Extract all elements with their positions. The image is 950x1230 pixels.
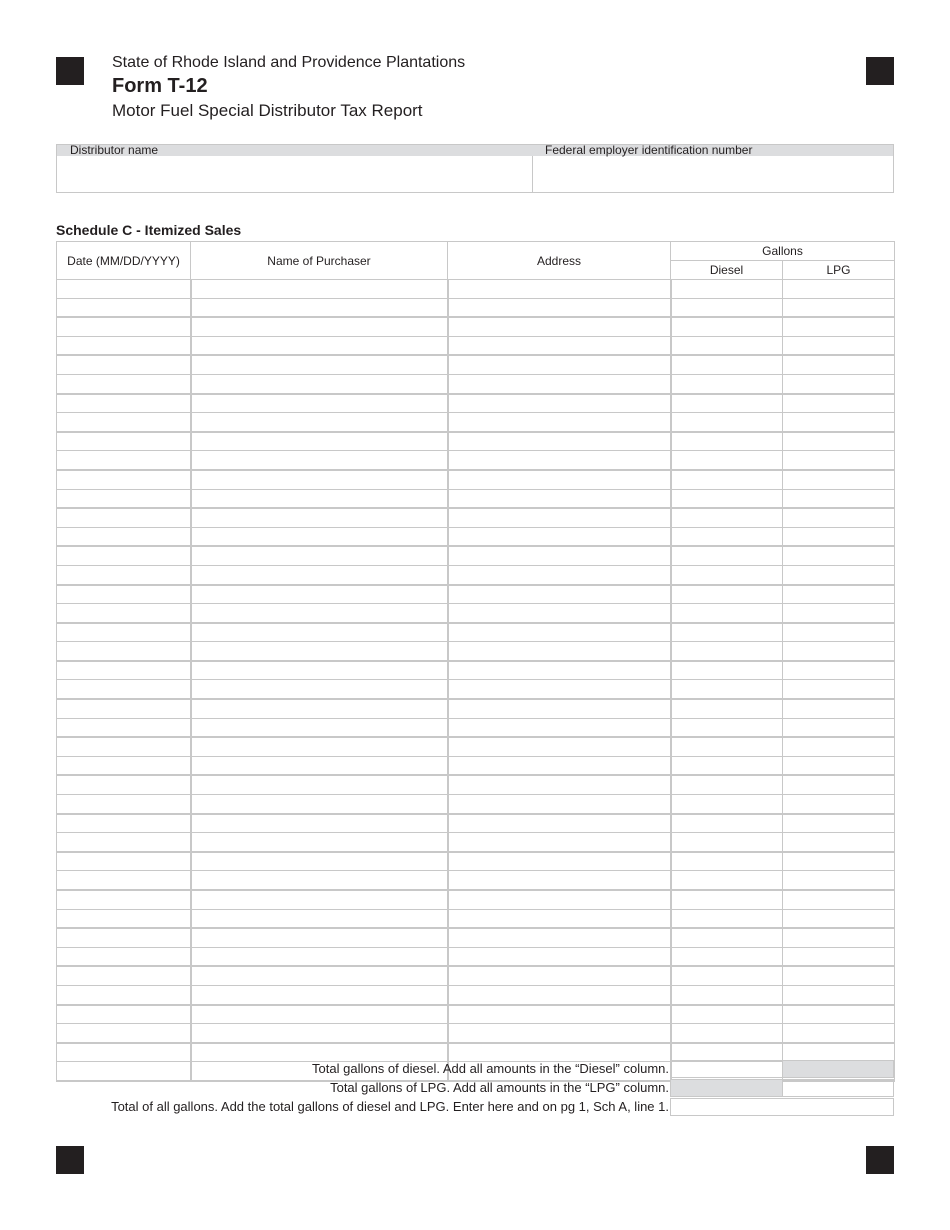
cell-date[interactable] xyxy=(57,737,191,756)
cell-lpg[interactable] xyxy=(783,336,895,355)
cell-lpg[interactable] xyxy=(783,661,895,680)
cell-address[interactable] xyxy=(448,795,671,814)
cell-purchaser[interactable] xyxy=(191,718,448,737)
cell-address[interactable] xyxy=(448,527,671,546)
cell-diesel[interactable] xyxy=(671,489,783,508)
cell-purchaser[interactable] xyxy=(191,394,448,413)
cell-purchaser[interactable] xyxy=(191,280,448,299)
cell-lpg[interactable] xyxy=(783,814,895,833)
cell-diesel[interactable] xyxy=(671,966,783,985)
cell-diesel[interactable] xyxy=(671,585,783,604)
cell-diesel[interactable] xyxy=(671,527,783,546)
table-row xyxy=(57,1005,895,1024)
cell-date[interactable] xyxy=(57,1024,191,1043)
cell-diesel[interactable] xyxy=(671,317,783,336)
cell-diesel[interactable] xyxy=(671,661,783,680)
cell-address[interactable] xyxy=(448,280,671,299)
cell-purchaser[interactable] xyxy=(191,680,448,699)
cell-date[interactable] xyxy=(57,871,191,890)
cell-diesel[interactable] xyxy=(671,565,783,584)
cell-purchaser[interactable] xyxy=(191,661,448,680)
cell-lpg[interactable] xyxy=(783,298,895,317)
cell-address[interactable] xyxy=(448,966,671,985)
cell-address[interactable] xyxy=(448,737,671,756)
table-row xyxy=(57,470,895,489)
table-row xyxy=(57,756,895,775)
form-title: Motor Fuel Special Distributor Tax Report xyxy=(112,101,423,120)
cell-address[interactable] xyxy=(448,1024,671,1043)
cell-date[interactable] xyxy=(57,775,191,794)
table-row xyxy=(57,1024,895,1043)
table-row xyxy=(57,814,895,833)
cell-diesel[interactable] xyxy=(671,718,783,737)
table-row xyxy=(57,336,895,355)
cell-date[interactable] xyxy=(57,909,191,928)
distributor-name-label: Distributor name xyxy=(70,143,159,157)
cell-address[interactable] xyxy=(448,604,671,623)
cell-lpg[interactable] xyxy=(783,871,895,890)
table-row xyxy=(57,890,895,909)
table-row xyxy=(57,394,895,413)
cell-date[interactable] xyxy=(57,280,191,299)
cell-purchaser[interactable] xyxy=(191,833,448,852)
cell-lpg[interactable] xyxy=(783,527,895,546)
cell-purchaser[interactable] xyxy=(191,985,448,1004)
table-row xyxy=(57,642,895,661)
cell-diesel[interactable] xyxy=(671,680,783,699)
cell-address[interactable] xyxy=(448,947,671,966)
cell-diesel[interactable] xyxy=(671,852,783,871)
cell-purchaser[interactable] xyxy=(191,909,448,928)
table-row xyxy=(57,718,895,737)
cell-address[interactable] xyxy=(448,928,671,947)
cell-date[interactable] xyxy=(57,585,191,604)
cell-lpg[interactable] xyxy=(783,775,895,794)
cell-diesel[interactable] xyxy=(671,508,783,527)
cell-purchaser[interactable] xyxy=(191,966,448,985)
cell-diesel[interactable] xyxy=(671,699,783,718)
cell-date[interactable] xyxy=(57,1005,191,1024)
table-row xyxy=(57,604,895,623)
cell-date[interactable] xyxy=(57,623,191,642)
registration-mark-bottom-right xyxy=(866,1146,894,1174)
cell-date[interactable] xyxy=(57,432,191,451)
cell-purchaser[interactable] xyxy=(191,928,448,947)
cell-address[interactable] xyxy=(448,623,671,642)
cell-diesel[interactable] xyxy=(671,947,783,966)
cell-date[interactable] xyxy=(57,795,191,814)
table-row xyxy=(57,985,895,1004)
cell-date[interactable] xyxy=(57,928,191,947)
cell-lpg[interactable] xyxy=(783,642,895,661)
cell-diesel[interactable] xyxy=(671,833,783,852)
cell-diesel[interactable] xyxy=(671,795,783,814)
label-band xyxy=(57,145,893,156)
cell-purchaser[interactable] xyxy=(191,1005,448,1024)
cell-purchaser[interactable] xyxy=(191,432,448,451)
cell-address[interactable] xyxy=(448,336,671,355)
cell-address[interactable] xyxy=(448,814,671,833)
cell-diesel[interactable] xyxy=(671,1043,783,1062)
cell-date[interactable] xyxy=(57,966,191,985)
cell-lpg[interactable] xyxy=(783,985,895,1004)
cell-lpg[interactable] xyxy=(783,1043,895,1062)
cell-purchaser[interactable] xyxy=(191,795,448,814)
cell-lpg[interactable] xyxy=(783,546,895,565)
cell-lpg[interactable] xyxy=(783,394,895,413)
table-row xyxy=(57,508,895,527)
cell-date[interactable] xyxy=(57,890,191,909)
cell-address[interactable] xyxy=(448,470,671,489)
cell-lpg[interactable] xyxy=(783,909,895,928)
cell-lpg[interactable] xyxy=(783,280,895,299)
cell-purchaser[interactable] xyxy=(191,489,448,508)
table-row xyxy=(57,374,895,393)
table-row xyxy=(57,451,895,470)
cell-address[interactable] xyxy=(448,317,671,336)
total-diesel-field[interactable] xyxy=(670,1060,783,1078)
cell-lpg[interactable] xyxy=(783,833,895,852)
table-row xyxy=(57,355,895,374)
col-gallons: Gallons xyxy=(671,242,895,261)
cell-lpg[interactable] xyxy=(783,737,895,756)
cell-lpg[interactable] xyxy=(783,1024,895,1043)
col-lpg: LPG xyxy=(783,261,895,280)
table-row xyxy=(57,413,895,432)
cell-address[interactable] xyxy=(448,985,671,1004)
table-row xyxy=(57,661,895,680)
total-lpg-field[interactable] xyxy=(782,1079,894,1097)
col-date: Date (MM/DD/YYYY) xyxy=(57,242,191,280)
registration-mark-top-left xyxy=(56,57,84,85)
cell-date[interactable] xyxy=(57,1043,191,1062)
cell-address[interactable] xyxy=(448,680,671,699)
cell-purchaser[interactable] xyxy=(191,756,448,775)
cell-purchaser[interactable] xyxy=(191,374,448,393)
cell-date[interactable] xyxy=(57,546,191,565)
table-row xyxy=(57,909,895,928)
cell-diesel[interactable] xyxy=(671,1024,783,1043)
cell-lpg[interactable] xyxy=(783,451,895,470)
cell-address[interactable] xyxy=(448,756,671,775)
cell-purchaser[interactable] xyxy=(191,890,448,909)
table-row xyxy=(57,546,895,565)
cell-lpg[interactable] xyxy=(783,852,895,871)
cell-date[interactable] xyxy=(57,756,191,775)
cell-date[interactable] xyxy=(57,565,191,584)
cell-date[interactable] xyxy=(57,470,191,489)
cell-address[interactable] xyxy=(448,413,671,432)
cell-purchaser[interactable] xyxy=(191,355,448,374)
table-row xyxy=(57,432,895,451)
cell-purchaser[interactable] xyxy=(191,451,448,470)
cell-address[interactable] xyxy=(448,890,671,909)
table-row xyxy=(57,871,895,890)
cell-diesel[interactable] xyxy=(671,775,783,794)
cell-date[interactable] xyxy=(57,718,191,737)
cell-date[interactable] xyxy=(57,833,191,852)
cell-address[interactable] xyxy=(448,565,671,584)
table-row xyxy=(57,775,895,794)
cell-lpg[interactable] xyxy=(783,699,895,718)
cell-lpg[interactable] xyxy=(783,680,895,699)
cell-purchaser[interactable] xyxy=(191,871,448,890)
cell-lpg[interactable] xyxy=(783,966,895,985)
cell-address[interactable] xyxy=(448,909,671,928)
cell-date[interactable] xyxy=(57,985,191,1004)
table-row xyxy=(57,680,895,699)
cell-date[interactable] xyxy=(57,298,191,317)
cell-purchaser[interactable] xyxy=(191,470,448,489)
cell-address[interactable] xyxy=(448,699,671,718)
cell-address[interactable] xyxy=(448,489,671,508)
cell-lpg[interactable] xyxy=(783,947,895,966)
cell-lpg[interactable] xyxy=(783,604,895,623)
total-all-field[interactable] xyxy=(670,1098,894,1116)
cell-lpg[interactable] xyxy=(783,585,895,604)
cell-diesel[interactable] xyxy=(671,756,783,775)
registration-mark-bottom-left xyxy=(56,1146,84,1174)
cell-date[interactable] xyxy=(57,527,191,546)
total-lpg-shaded-cell xyxy=(670,1079,783,1097)
cell-diesel[interactable] xyxy=(671,604,783,623)
distributor-name-field[interactable] xyxy=(57,157,532,191)
cell-purchaser[interactable] xyxy=(191,642,448,661)
table-row xyxy=(57,852,895,871)
cell-diesel[interactable] xyxy=(671,451,783,470)
cell-lpg[interactable] xyxy=(783,432,895,451)
cell-purchaser[interactable] xyxy=(191,298,448,317)
cell-date[interactable] xyxy=(57,642,191,661)
cell-lpg[interactable] xyxy=(783,565,895,584)
cell-purchaser[interactable] xyxy=(191,947,448,966)
cell-date[interactable] xyxy=(57,413,191,432)
cell-date[interactable] xyxy=(57,336,191,355)
cell-diesel[interactable] xyxy=(671,355,783,374)
cell-date[interactable] xyxy=(57,1062,191,1081)
cell-address[interactable] xyxy=(448,661,671,680)
form-number: Form T-12 xyxy=(112,75,208,97)
fein-field[interactable] xyxy=(533,157,893,191)
cell-address[interactable] xyxy=(448,775,671,794)
cell-lpg[interactable] xyxy=(783,355,895,374)
cell-diesel[interactable] xyxy=(671,1005,783,1024)
cell-lpg[interactable] xyxy=(783,374,895,393)
cell-purchaser[interactable] xyxy=(191,775,448,794)
table-row xyxy=(57,699,895,718)
cell-purchaser[interactable] xyxy=(191,565,448,584)
cell-address[interactable] xyxy=(448,642,671,661)
cell-address[interactable] xyxy=(448,833,671,852)
table-row xyxy=(57,966,895,985)
cell-date[interactable] xyxy=(57,814,191,833)
cell-lpg[interactable] xyxy=(783,756,895,775)
registration-mark-top-right xyxy=(866,57,894,85)
table-row xyxy=(57,795,895,814)
table-row xyxy=(57,298,895,317)
cell-lpg[interactable] xyxy=(783,795,895,814)
cell-date[interactable] xyxy=(57,374,191,393)
cell-address[interactable] xyxy=(448,852,671,871)
table-row xyxy=(57,623,895,642)
cell-date[interactable] xyxy=(57,508,191,527)
cell-lpg[interactable] xyxy=(783,623,895,642)
table-row xyxy=(57,737,895,756)
cell-date[interactable] xyxy=(57,355,191,374)
cell-purchaser[interactable] xyxy=(191,737,448,756)
cell-diesel[interactable] xyxy=(671,298,783,317)
cell-address[interactable] xyxy=(448,374,671,393)
cell-lpg[interactable] xyxy=(783,718,895,737)
cell-date[interactable] xyxy=(57,852,191,871)
cell-diesel[interactable] xyxy=(671,871,783,890)
cell-purchaser[interactable] xyxy=(191,413,448,432)
cell-purchaser[interactable] xyxy=(191,852,448,871)
cell-address[interactable] xyxy=(448,355,671,374)
col-address: Address xyxy=(448,242,671,280)
cell-purchaser[interactable] xyxy=(191,508,448,527)
cell-diesel[interactable] xyxy=(671,890,783,909)
cell-date[interactable] xyxy=(57,947,191,966)
table-row xyxy=(57,947,895,966)
table-row xyxy=(57,928,895,947)
cell-address[interactable] xyxy=(448,1005,671,1024)
cell-purchaser[interactable] xyxy=(191,546,448,565)
cell-diesel[interactable] xyxy=(671,336,783,355)
distributor-info-box xyxy=(56,144,894,193)
cell-diesel[interactable] xyxy=(671,394,783,413)
cell-address[interactable] xyxy=(448,871,671,890)
cell-diesel[interactable] xyxy=(671,737,783,756)
cell-diesel[interactable] xyxy=(671,280,783,299)
cell-purchaser[interactable] xyxy=(191,527,448,546)
cell-lpg[interactable] xyxy=(783,928,895,947)
cell-diesel[interactable] xyxy=(671,985,783,1004)
cell-date[interactable] xyxy=(57,317,191,336)
cell-diesel[interactable] xyxy=(671,374,783,393)
cell-date[interactable] xyxy=(57,451,191,470)
cell-address[interactable] xyxy=(448,718,671,737)
cell-purchaser[interactable] xyxy=(191,623,448,642)
cell-lpg[interactable] xyxy=(783,508,895,527)
table-row xyxy=(57,585,895,604)
table-row xyxy=(57,280,895,299)
cell-lpg[interactable] xyxy=(783,470,895,489)
cell-date[interactable] xyxy=(57,680,191,699)
total-diesel-shaded-cell xyxy=(782,1060,894,1078)
cell-lpg[interactable] xyxy=(783,890,895,909)
cell-diesel[interactable] xyxy=(671,546,783,565)
total-lpg-label: Total gallons of LPG. Add all amounts in the “LPG” column. xyxy=(330,1080,669,1095)
cell-diesel[interactable] xyxy=(671,623,783,642)
fein-label: Federal employer identification number xyxy=(545,143,753,157)
cell-diesel[interactable] xyxy=(671,928,783,947)
cell-address[interactable] xyxy=(448,585,671,604)
cell-date[interactable] xyxy=(57,661,191,680)
table-row xyxy=(57,527,895,546)
cell-address[interactable] xyxy=(448,508,671,527)
cell-address[interactable] xyxy=(448,451,671,470)
cell-lpg[interactable] xyxy=(783,413,895,432)
cell-date[interactable] xyxy=(57,489,191,508)
cell-purchaser[interactable] xyxy=(191,317,448,336)
cell-lpg[interactable] xyxy=(783,489,895,508)
table-row xyxy=(57,489,895,508)
cell-diesel[interactable] xyxy=(671,470,783,489)
cell-date[interactable] xyxy=(57,394,191,413)
cell-date[interactable] xyxy=(57,604,191,623)
cell-diesel[interactable] xyxy=(671,909,783,928)
cell-date[interactable] xyxy=(57,699,191,718)
schedule-title: Schedule C - Itemized Sales xyxy=(56,222,242,238)
cell-address[interactable] xyxy=(448,546,671,565)
col-diesel: Diesel xyxy=(671,261,783,280)
cell-purchaser[interactable] xyxy=(191,699,448,718)
cell-purchaser[interactable] xyxy=(191,585,448,604)
total-diesel-label: Total gallons of diesel. Add all amounts in the “Diesel” column. xyxy=(312,1061,669,1076)
table-row xyxy=(57,565,895,584)
cell-purchaser[interactable] xyxy=(191,814,448,833)
cell-purchaser[interactable] xyxy=(191,1024,448,1043)
cell-address[interactable] xyxy=(448,432,671,451)
cell-address[interactable] xyxy=(448,298,671,317)
itemized-sales-table xyxy=(56,241,895,1082)
cell-lpg[interactable] xyxy=(783,317,895,336)
state-name: State of Rhode Island and Providence Plantations xyxy=(112,54,466,71)
cell-lpg[interactable] xyxy=(783,1005,895,1024)
cell-address[interactable] xyxy=(448,394,671,413)
cell-purchaser[interactable] xyxy=(191,604,448,623)
col-purchaser: Name of Purchaser xyxy=(191,242,448,280)
cell-diesel[interactable] xyxy=(671,413,783,432)
cell-diesel[interactable] xyxy=(671,642,783,661)
table-row xyxy=(57,833,895,852)
cell-diesel[interactable] xyxy=(671,814,783,833)
cell-diesel[interactable] xyxy=(671,432,783,451)
table-row xyxy=(57,317,895,336)
cell-purchaser[interactable] xyxy=(191,336,448,355)
total-all-label: Total of all gallons. Add the total gallons of diesel and LPG. Enter here and on pg 1, Sch A, line 1. xyxy=(111,1099,669,1114)
